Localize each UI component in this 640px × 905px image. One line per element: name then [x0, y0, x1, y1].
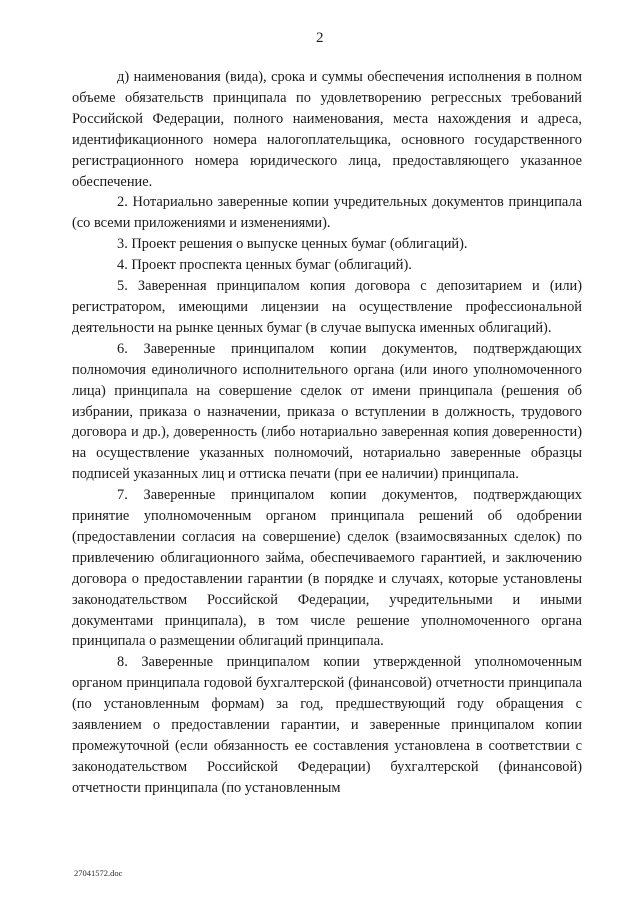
paragraph-item-5: 5. Заверенная принципалом копия договора с депозитарием и (или) регистратором, имеющими лицензии на осуществление профессиональной деятельности на рынке ценных бумаг (в случае выпуска именных облигаций). [72, 278, 582, 336]
paragraph-item-3: 3. Проект решения о выпуске ценных бумаг (облигаций). [117, 236, 468, 253]
paragraph-d-security-details: д) наименования (вида), срока и суммы обеспечения исполнения в полном объеме обязательств принципала по удовлетворению регрессных требований Российской Федерации, полного наименования, места нахождения и адреса, идентификационного номера налогоплательщика, основного государственного регистрационного номера юридического лица, предоставляющего указанное обеспечение. [72, 69, 582, 190]
paragraph-item-7: 7. Заверенные принципалом копии документов, подтверждающих принятие уполномоченным органом принципала решений об одобрении (предоставлении согласия на совершение) сделок (взаимосвязанных сделок) по привлечению облигационного займа, обеспечиваемого гарантией, и заключению договора о предоставлении гарантии (в порядке и случаях, которые установлены законодательством Российской Федерации, учредительными и иными документами принципала), в том числе решение уполномоченного органа принципала о размещении облигаций принципала. [72, 487, 582, 650]
footer-file-name: 27041572.doc [74, 868, 123, 878]
paragraph-item-2: 2. Нотариально заверенные копии учредительных документов принципала (со всеми приложениями и изменениями). [72, 194, 582, 232]
document-body [72, 67, 582, 799]
paragraph-item-6: 6. Заверенные принципалом копии документов, подтверждающих полномочия единоличного исполнительного органа (или иного уполномоченного лица) принципала на совершение сделок от имени принципала (решения об избрании, приказа о назначении, приказа о вступлении в должность, трудового договора и др.), доверенность (либо нотариально заверенная копия доверенности) на осуществление указанных полномочий, нотариально заверенные образцы подписей указанных лиц и оттиска печати (при ее наличии) принципала. [72, 340, 582, 483]
paragraph-item-4: 4. Проект проспекта ценных бумаг (облигаций). [117, 257, 412, 274]
paragraph-item-8: 8. Заверенные принципалом копии утвержденной уполномоченным органом принципала годовой бухгалтерской (финансовой) отчетности принципала (по установленным формам) за год, предшествующий году обращения с заявлением о предоставлении гарантии, и заверенные принципалом копии промежуточной (если обязанность ее составления установлена в соответствии с законодательством Российской Федерации) бухгалтерской (финансовой) отчетности принципала (по установленным [72, 654, 582, 796]
page-number: 2 [316, 30, 324, 46]
